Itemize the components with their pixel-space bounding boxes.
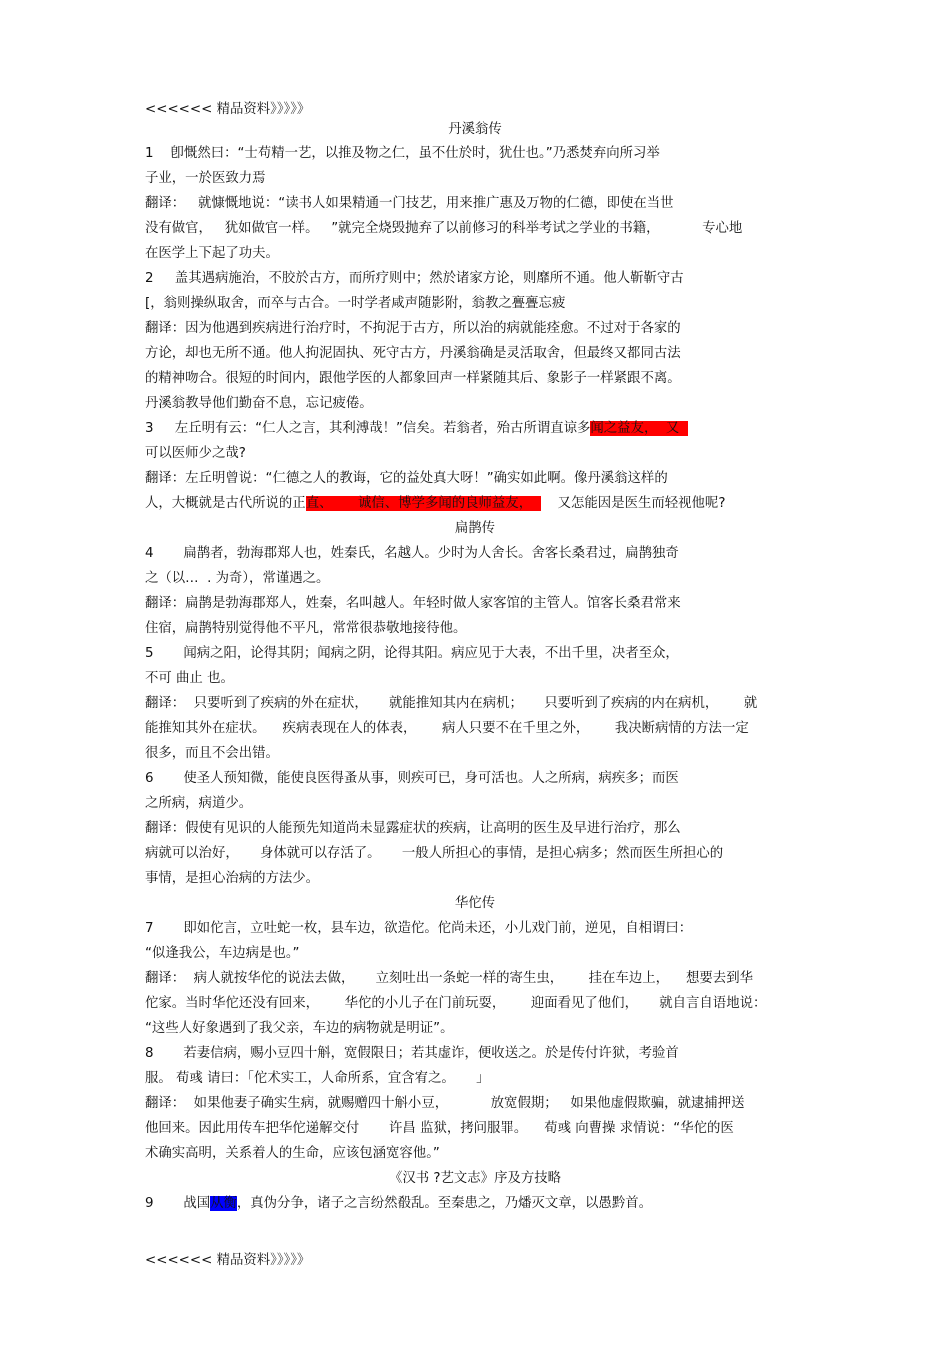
text-run: 又怎能因是医生而轻视他呢? [540,496,726,511]
text-run: 3 左丘明有云：“仁人之言，其利溥哉！”信矣。若翁者，殆古所谓直谅多 [145,421,591,436]
paragraph-line: 之所病，病道少。 [145,796,253,811]
paragraph-line: 很多，而且不会出错。 [145,746,279,761]
section-title-danxiweng: 丹溪翁传 [448,122,502,137]
paragraph-line: 2 盖其遇病施治，不胶於古方，而所疗则中；然於诸家方论，则靡所不通。他人靳靳守古 [145,271,684,286]
paragraph-line: 翻译： 就慷慨地说：“读书人如果精通一门技艺，用来推广惠及万物的仁德，即使在当世 [145,196,674,211]
paragraph-line: 的精神吻合。很短的时间内，跟他学医的人都象回声一样紧随其后、象影子一样紧跟不离。 [145,371,681,386]
section-title-hanshu: 《汉书 ?艺文志》序及方技略 [388,1171,562,1186]
blue-highlight: 从衡 [210,1196,237,1211]
paragraph-line: 7 即如佗言，立吐蛇一枚，县车边，欲造佗。佗尚未还，小儿戏门前，逆见，自相谓曰： [145,921,693,936]
paragraph-line: 翻译： 如果他妻子确实生病，就赐赠四十斛小豆， 放宽假期； 如果他虚假欺骗，就逮捕押送 [145,1096,745,1111]
paragraph-line: 翻译：扁鹊是勃海郡郑人，姓秦，名叫越人。年轻时做人家客馆的主管人。馆客长桑君常来 [145,596,681,611]
paragraph-line: 子业，一於医致力焉 [145,171,266,186]
section-title-bianque: 扁鹊传 [454,521,496,536]
paragraph-line: 1 卽慨然曰：“士苟精一艺，以推及物之仁，虽不仕於时，犹仕也。”乃悉焚弃向所习举 [145,146,660,161]
paragraph-line: 翻译：假使有见识的人能预先知道尚未显露症状的疾病，让高明的医生及早进行治疗，那么 [145,821,681,836]
paragraph-line: 术确实高明，关系着人的生命，应该包涵宽容他。” [145,1146,440,1161]
paragraph-line: 住宿，扁鹊特别觉得他不平凡，常常很恭敬地接待他。 [145,621,467,636]
paragraph-line: 丹溪翁教导他们勤奋不息，忘记疲倦。 [145,396,373,411]
text-run: 人，大概就是古代所说的正 [145,496,306,511]
paragraph-line: 他回来。因此用传车把华佗递解交付 许昌 监狱，拷问服罪。 荀彧 向曹操 求情说：“华佗的医 [145,1121,734,1136]
paragraph-line: 方论，却也无所不通。他人拘泥固执、死守古方，丹溪翁确是灵活取舍，但最终又都同古法 [145,346,681,361]
paragraph-line: 翻译：左丘明曾说：“仁德之人的教诲，它的益处真大呀！”确实如此啊。像丹溪翁这样的 [145,471,668,486]
paragraph-line: 病就可以治好， 身体就可以存活了。 一般人所担心的事情，是担心病多；然而医生所担心的 [145,846,724,861]
paragraph-line: 在医学上下起了功夫。 [145,246,279,261]
paragraph-line: “这些人好象遇到了我父亲，车边的病物就是明证”。 [145,1021,454,1036]
paragraph-line: “似逢我公，车边病是也。” [145,946,300,961]
text-run: ，真伪分争，诸子之言纷然殽乱。至秦患之，乃燔灭文章，以愚黔首。 [236,1196,652,1211]
paragraph-line [145,1195,652,1213]
paragraph-line: 没有做官， 犹如做官一样。 ”就完全烧毁抛弃了以前修习的科举考试之学业的书籍， 专心地 [145,221,743,236]
paragraph-line: 不可 曲止 也。 [145,671,234,686]
paragraph-line: 4 扁鹊者，勃海郡郑人也，姓秦氏，名越人。少时为人舍长。舍客长桑君过，扁鹊独奇 [145,546,679,561]
page-header: <<<<<< 精品资料》》》》》 [145,102,311,117]
page-footer: <<<<<< 精品资料》》》》》 [145,1253,311,1268]
paragraph-line: 之（以… . 为奇），常谨遇之。 [145,571,330,586]
red-highlight: 直、 诚信、博学多闻的良师益友， [305,496,541,511]
paragraph-line: 事情，是担心治病的方法少。 [145,871,320,886]
paragraph-line: 5 闻病之阳，论得其阴；闻病之阴，论得其阳。病应见于大表，不出千里，决者至众， [145,646,679,661]
section-title-huatuo: 华佗传 [454,896,496,911]
text-run: 9 战国 [145,1196,211,1211]
paragraph-line: 8 若妻信病，赐小豆四十斛，宽假限日；若其虚诈，便收送之。於是传付许狱，考验首 [145,1046,679,1061]
paragraph-line: 翻译： 病人就按华佗的说法去做， 立刻吐出一条蛇一样的寄生虫， 挂在车边上， 想要去到华 [145,971,753,986]
paragraph-line: 可以医师少之哉? [145,446,246,461]
paragraph-line [145,495,725,513]
paragraph-line: 翻译：因为他遇到疾病进行治疗时，不拘泥于古方，所以治的病就能痊愈。不过对于各家的 [145,321,681,336]
paragraph-line: [，翁则操纵取舍，而卒与古合。一时学者咸声随影附，翁教之亹亹忘疲 [145,296,566,311]
paragraph-line: 6 使圣人预知微，能使良医得蚤从事，则疾可已，身可活也。人之所病，病疾多；而医 [145,771,679,786]
paragraph-line [145,420,688,438]
paragraph-line: 佗家。当时华佗还没有回来， 华佗的小儿子在门前玩耍， 迎面看见了他们， 就自言自语地说： [145,996,767,1011]
paragraph-line: 翻译： 只要听到了疾病的外在症状， 就能推知其内在病机； 只要听到了疾病的内在病机， 就 [145,696,758,711]
red-highlight: 闻之益友， 又 [590,421,688,436]
paragraph-line: 服。 荀彧 请曰：「佗术实工，人命所系，宜含宥之。 」 [145,1071,490,1086]
paragraph-line: 能推知其外在症状。 疾病表现在人的体表， 病人只要不在千里之外， 我决断病情的方法一定 [145,721,749,736]
